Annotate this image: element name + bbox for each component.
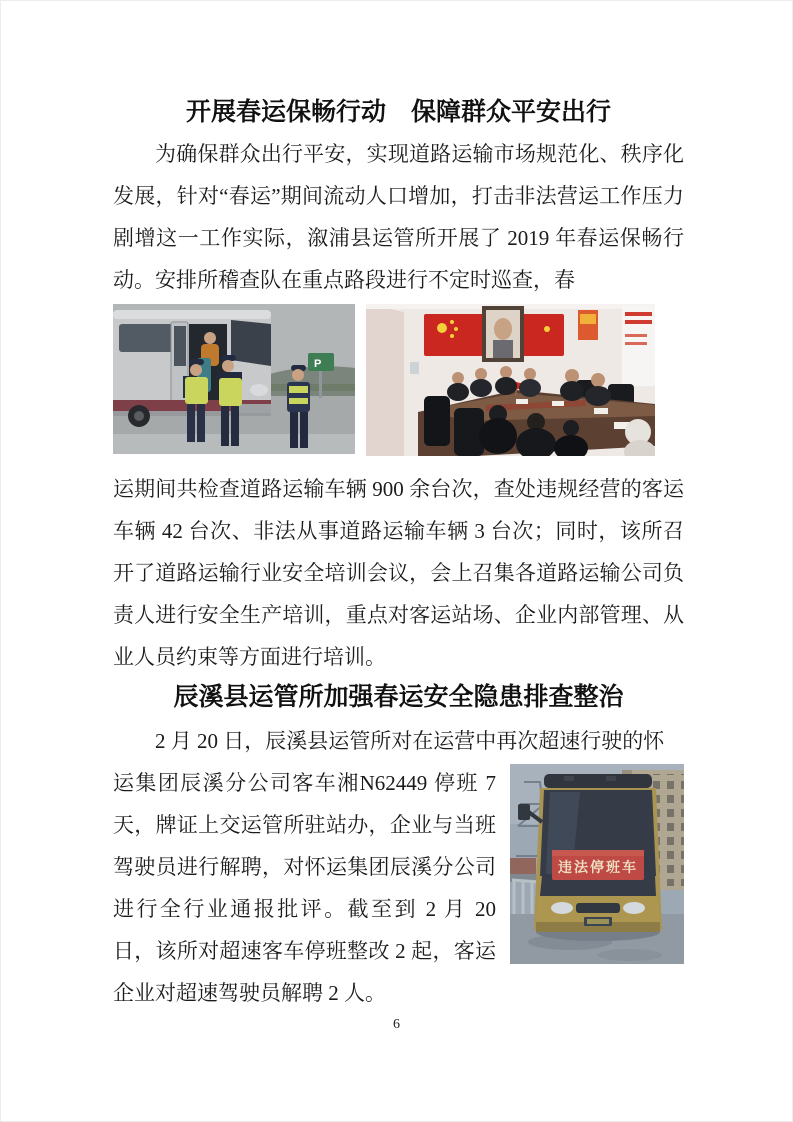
article1-paragraph-part2: 运期间共检查道路运输车辆 900 余台次，查处违规经营的客运车辆 42 台次、非法从事道路运输车辆 3 台次；同时，该所召开了道路运输行业安全培训会议，会上召集各道路运输公司负责人进行安全生产培训，重点对客运站场、企业内部管理、从业人员约束等方面进行培训。 [113,477,684,669]
article1-title: 开展春运保畅行动 保障群众平安出行 [185,98,611,126]
article2-title: 辰溪县运管所加强春运安全隐患排查整治 [173,683,624,711]
parking-sign-label: P [314,358,322,370]
photos-row [113,304,684,456]
safety-meeting-photo [366,304,655,456]
safety-meeting-illustration [366,304,655,456]
violation-bus-illustration [510,764,684,964]
violation-bus-photo [510,764,684,964]
bus-inspection-photo [113,304,355,454]
bus-inspection-illustration [113,304,355,454]
article1-paragraph-part1: 为确保群众出行平安，实现道路运输市场规范化、秩序化发展，针对“春运”期间流动人口增加，打击非法营运工作压力剧增这一工作实际，溆浦县运管所开展了 2019 年春运保畅行动。安排所稽查队在重点路段进行不定时巡查，春 [113,142,684,292]
article2-paragraph-start: 2 月 20 日，辰溪县运管所对在运营中再次超速行驶的怀 [155,729,665,753]
violation-banner-text: 违法停班车 [558,859,638,875]
page-number: 6 [393,1017,400,1032]
article2-paragraph-rest: 运集团辰溪分公司客车湘N62449 停班 7 天，牌证上交运管所驻站办，企业与当班驾驶员进行解聘，对怀运集团辰溪分公司进行全行业通报批评。截至到 2 月 20 日，该所对超速客车停班整改 2 起，客运企业对超速驾驶员解聘 2 人。 [113,771,496,1005]
